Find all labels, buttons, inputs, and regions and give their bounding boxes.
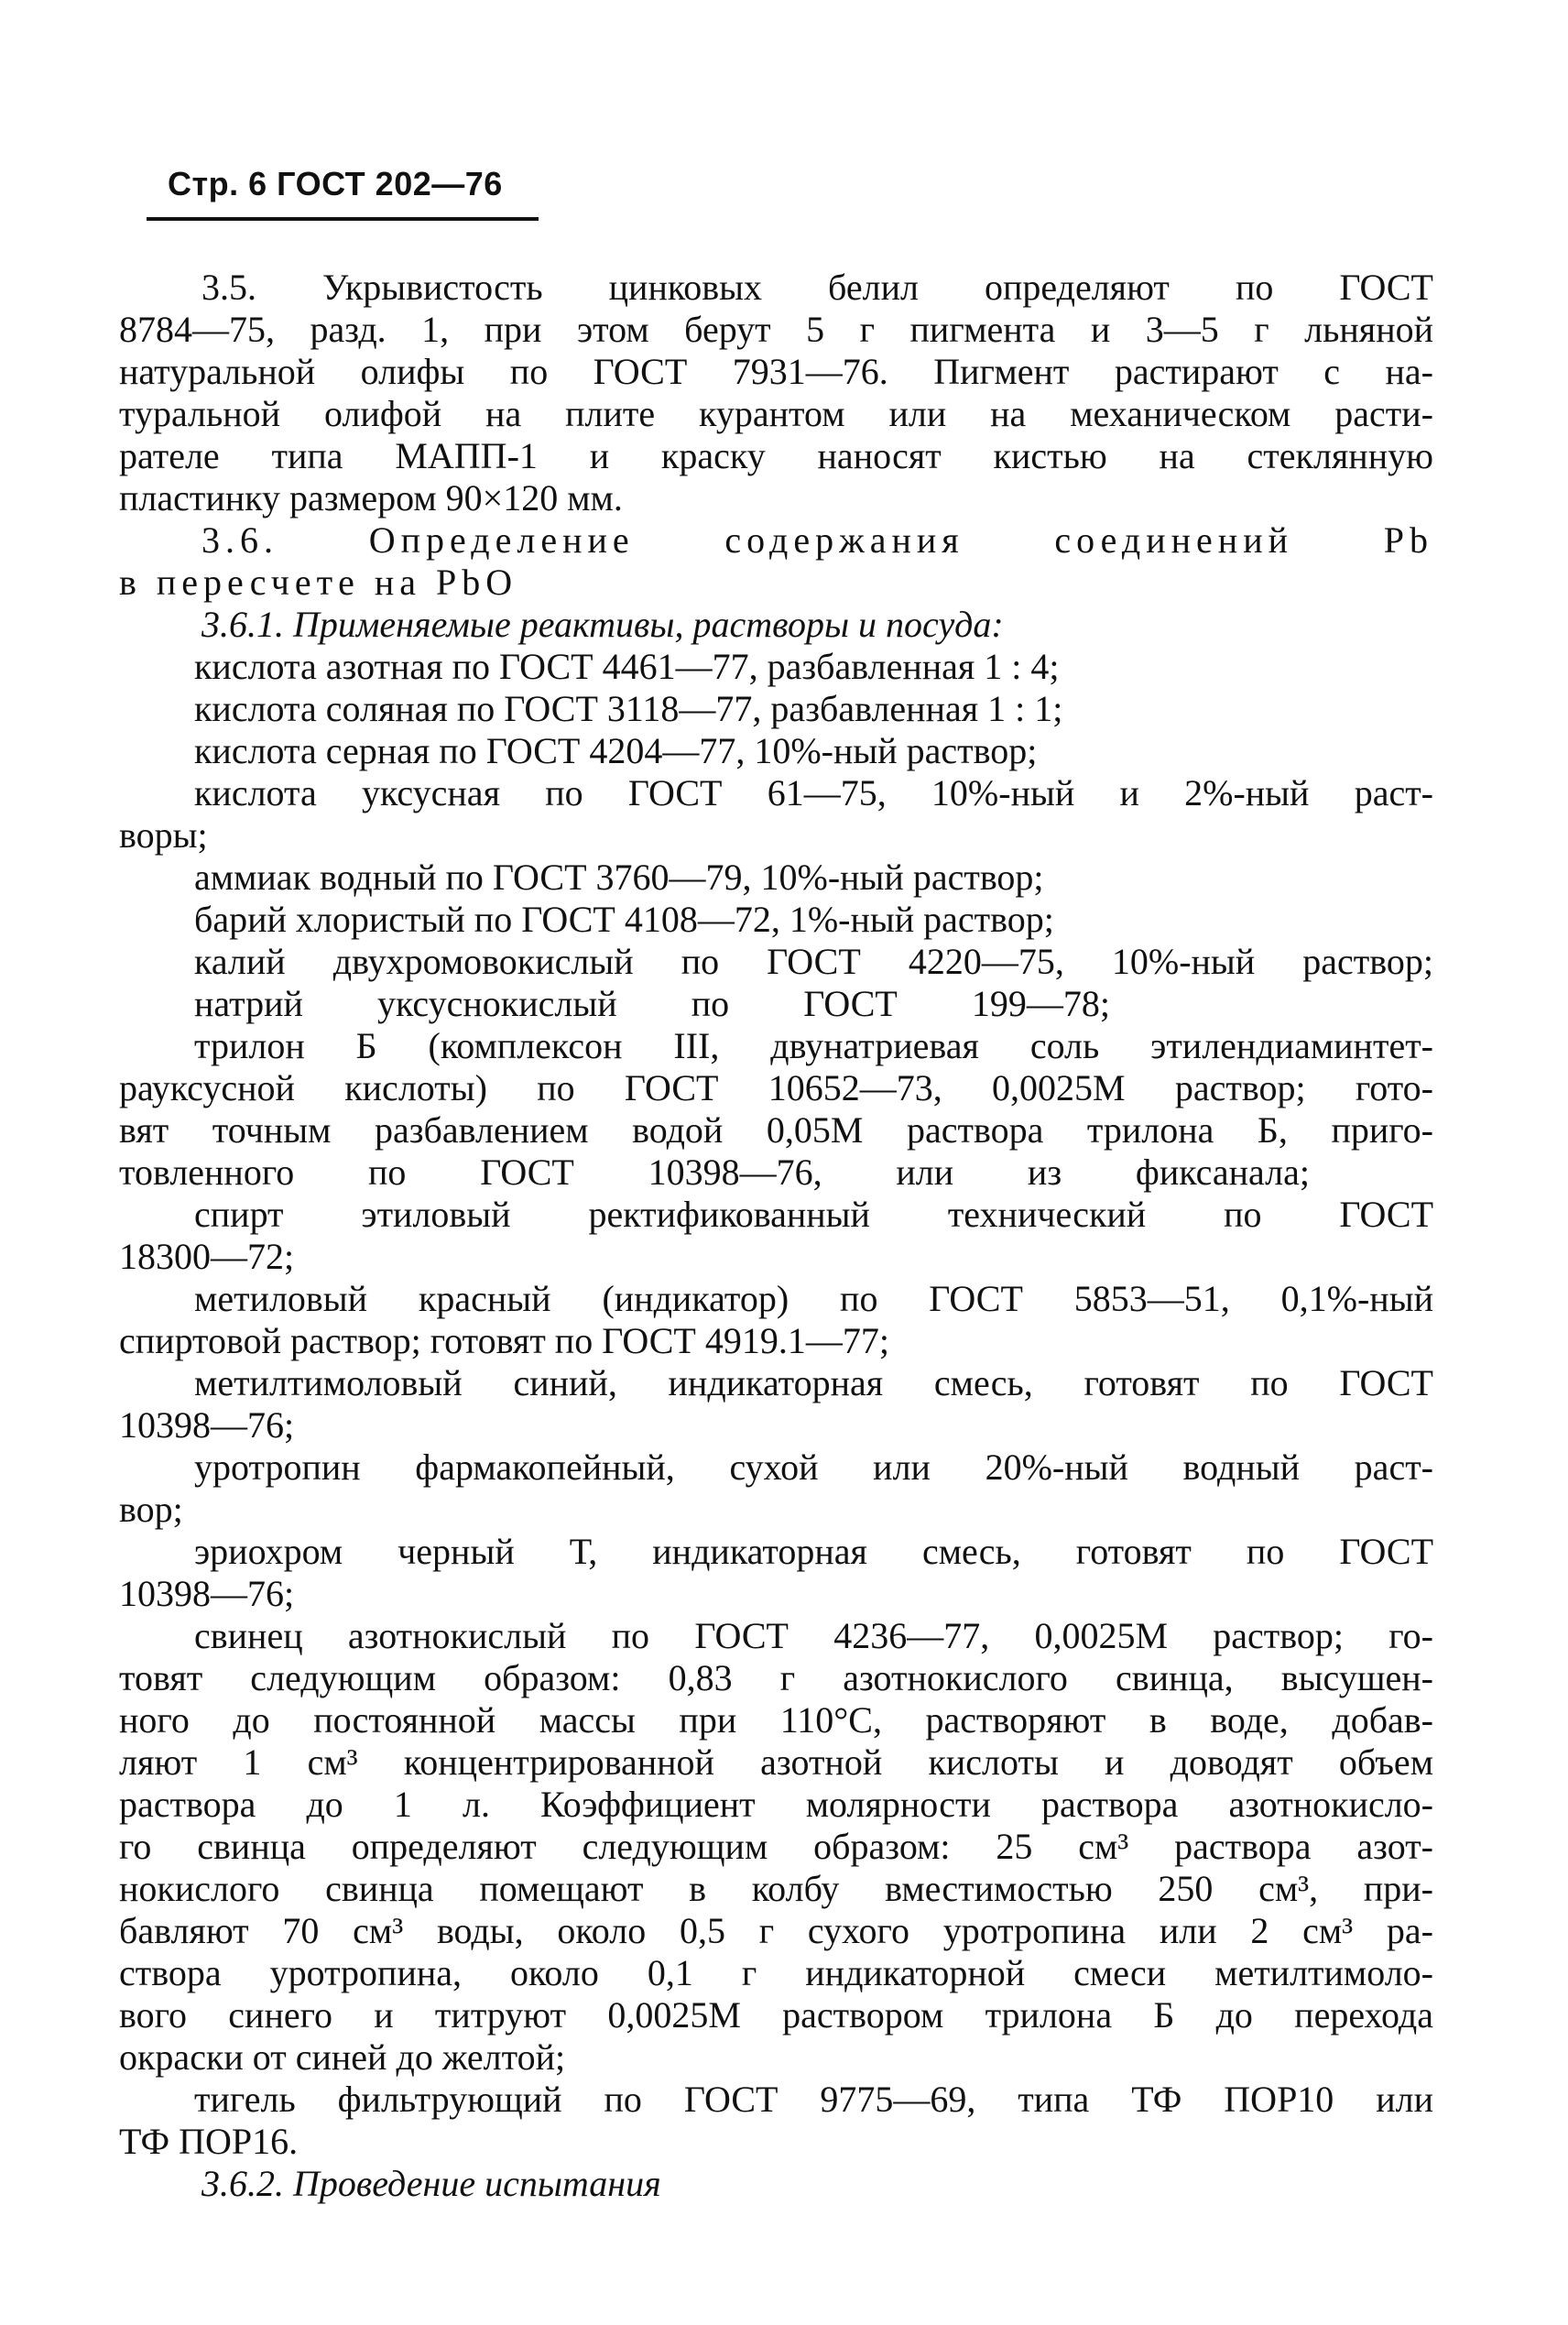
reagent-line: ТФ ПОР16. (119, 2121, 299, 2162)
reagent-line: аммиак водный по ГОСТ 3760—79, 10%-ный раствор; (194, 857, 1044, 898)
reagent-line: нокислого свинца помещают в колбу вместимостью 250 см³, при- (119, 1868, 1433, 1909)
reagent-line: свинец азотнокислый по ГОСТ 4236—77, 0,0025М раствор; го- (194, 1615, 1433, 1656)
paragraph-line: 3.5. Укрывистость цинковых белил определяют по ГОСТ (201, 267, 1433, 308)
reagent-line: товленного по ГОСТ 10398—76, или из фиксанала; (119, 1152, 1310, 1193)
reagent-line: спирт этиловый ректификованный технический по ГОСТ (194, 1194, 1433, 1235)
paragraph-line: 8784—75, разд. 1, при этом берут 5 г пигмента и 3—5 г льняной (119, 309, 1433, 350)
paragraph-line: рателе типа МАПП-1 и краску наносят кистью на стеклянную (119, 435, 1433, 476)
reagent-line: кислота азотная по ГОСТ 4461—77, разбавленная 1 : 4; (194, 646, 1060, 687)
reagent-line: вор; (119, 1489, 183, 1530)
reagent-line: кислота уксусная по ГОСТ 61—75, 10%-ный и 2%-ный раст- (194, 772, 1433, 813)
reagent-line: натрий уксуснокислый по ГОСТ 199—78; (194, 983, 1110, 1024)
reagent-line: раствора до 1 л. Коэффициент молярности раствора азотнокисло- (119, 1784, 1433, 1825)
reagent-line: товят следующим образом: 0,83 г азотнокислого свинца, высушен- (119, 1657, 1433, 1698)
reagent-line: эриохром черный Т, индикаторная смесь, готовят по ГОСТ (194, 1531, 1433, 1572)
reagent-line: створа уротропина, около 0,1 г индикаторной смеси метилтимоло- (119, 1952, 1433, 1993)
subsection-heading: 3.6.2. Проведение испытания (201, 2163, 661, 2204)
running-header: Стр. 6 ГОСТ 202—76 (168, 165, 503, 202)
paragraph-line: туральной олифой на плите курантом или на механическом расти- (119, 393, 1433, 434)
section-heading-line: 3.6. Определение содержания соединений Pb (201, 519, 1433, 561)
reagent-line: уротропин фармакопейный, сухой или 20%-ный водный раст- (194, 1446, 1433, 1488)
reagent-line: вого синего и титруют 0,0025М раствором трилона Б до перехода (119, 1994, 1433, 2036)
reagent-line: трилон Б (комплексон III, двунатриевая соль этилендиаминтет- (194, 1025, 1433, 1066)
reagent-line: бавляют 70 см³ воды, около 0,5 г сухого уротропина или 2 см³ ра- (119, 1910, 1433, 1951)
section-heading-line: в пересчете на PbO (119, 562, 518, 603)
header-divider (147, 217, 539, 221)
subsection-heading: 3.6.1. Применяемые реактивы, растворы и посуда: (201, 604, 1004, 645)
reagent-line: спиртовой раствор; готовят по ГОСТ 4919.1—77; (119, 1320, 889, 1361)
reagent-line: кислота серная по ГОСТ 4204—77, 10%-ный раствор; (194, 730, 1038, 771)
reagent-line: 10398—76; (119, 1404, 295, 1446)
reagent-line: го свинца определяют следующим образом: 25 см³ раствора азот- (119, 1826, 1433, 1867)
reagent-line: рауксусной кислоты) по ГОСТ 10652—73, 0,0025М раствор; гото- (119, 1067, 1433, 1108)
reagent-line: метилтимоловый синий, индикаторная смесь, готовят по ГОСТ (194, 1362, 1433, 1403)
reagent-line: 18300—72; (119, 1236, 295, 1277)
reagent-line: метиловый красный (индикатор) по ГОСТ 5853—51, 0,1%-ный (194, 1278, 1433, 1319)
reagent-line: калий двухромовокислый по ГОСТ 4220—75, 10%-ный раствор; (194, 941, 1433, 982)
reagent-line: ляют 1 см³ концентрированной азотной кислоты и доводят объем (119, 1741, 1433, 1783)
reagent-line: тигель фильтрующий по ГОСТ 9775—69, типа ТФ ПОР10 или (194, 2079, 1433, 2120)
reagent-line: барий хлористый по ГОСТ 4108—72, 1%-ный раствор; (194, 899, 1054, 940)
reagent-line: вят точным разбавлением водой 0,05М раствора трилона Б, приго- (119, 1109, 1433, 1151)
reagent-line: 10398—76; (119, 1573, 295, 1614)
reagent-line: воры; (119, 814, 208, 856)
paragraph-line: пластинку размером 90×120 мм. (119, 477, 623, 518)
reagent-line: ного до постоянной массы при 110°С, растворяют в воде, добав- (119, 1699, 1433, 1741)
paragraph-line: натуральной олифы по ГОСТ 7931—76. Пигмент растирают с на- (119, 351, 1433, 392)
reagent-line: кислота соляная по ГОСТ 3118—77, разбавленная 1 : 1; (194, 688, 1063, 729)
reagent-line: окраски от синей до желтой; (119, 2036, 566, 2078)
